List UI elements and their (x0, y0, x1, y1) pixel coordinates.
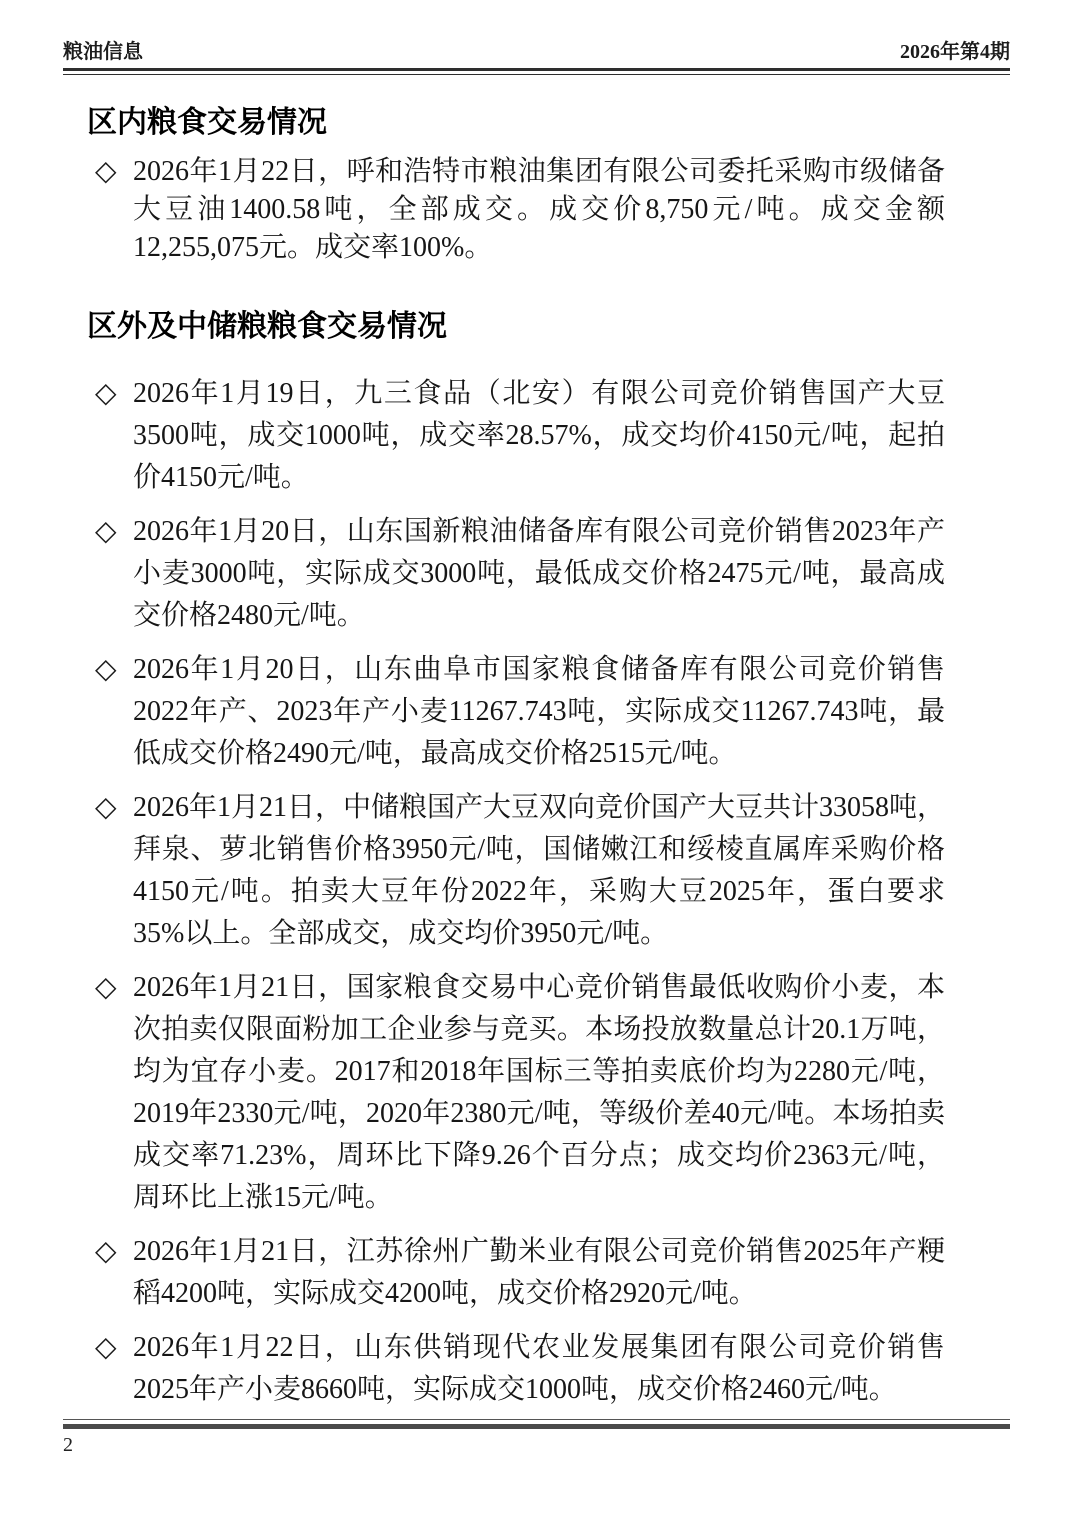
list-item (63, 967, 1010, 1219)
list-item-text: 2026年1月22日，呼和浩特市粮油集团有限公司委托采购市级储备大豆油1400.58吨，全部成交。成交价8,750元/吨。成交金额12,255,075元。成交率100%。 (133, 156, 945, 263)
footer-rule (63, 1419, 1010, 1429)
list-item (63, 1231, 1010, 1315)
list-item (63, 787, 1010, 955)
list-item-text: 2026年1月20日，山东国新粮油储备库有限公司竞价销售2023年产小麦3000吨，实际成交3000吨，最低成交价格2475元/吨，最高成交价格2480元/吨。 (133, 516, 945, 631)
list-item-text: 2026年1月19日，九三食品（北安）有限公司竞价销售国产大豆3500吨，成交1000吨，成交率28.57%，成交均价4150元/吨，起拍价4150元/吨。 (133, 378, 945, 493)
page-header (63, 40, 1010, 64)
section-region-external (63, 373, 1010, 1411)
diamond-bullet-icon: ◇ (95, 378, 117, 409)
list-item (63, 1327, 1010, 1411)
list-item-text: 2026年1月20日，山东曲阜市国家粮食储备库有限公司竞价销售2022年产、2023年产小麦11267.743吨，实际成交11267.743吨，最低成交价格2490元/吨，最高成交价格2515元/吨。 (133, 654, 945, 769)
list-item (63, 153, 1010, 267)
diamond-bullet-icon: ◇ (95, 1236, 117, 1267)
section-heading-region-external: 区外及中储粮粮食交易情况 (87, 310, 447, 343)
list-item-text: 2026年1月21日，中储粮国产大豆双向竞价国产大豆共计33058吨，拜泉、萝北销售价格3950元/吨，国储嫩江和绥棱直属库采购价格4150元/吨。拍卖大豆年份2022年，采购大豆2025年，蛋白要求35%以上。全部成交，成交均价3950元/吨。 (133, 792, 946, 949)
diamond-bullet-icon: ◇ (95, 972, 117, 1003)
list-item-text: 2026年1月22日，山东供销现代农业发展集团有限公司竞价销售2025年产小麦8660吨，实际成交1000吨，成交价格2460元/吨。 (133, 1332, 945, 1405)
list-item-text: 2026年1月21日，江苏徐州广勤米业有限公司竞价销售2025年产粳稻4200吨，实际成交4200吨，成交价格2920元/吨。 (133, 1236, 945, 1309)
header-publication-title: 粮油信息 (63, 41, 143, 63)
page-number: 2 (63, 1434, 73, 1456)
section-region-internal (63, 153, 1010, 267)
header-rule (63, 68, 1010, 75)
list-item (63, 373, 1010, 499)
diamond-bullet-icon: ◇ (95, 156, 117, 187)
diamond-bullet-icon: ◇ (95, 654, 117, 685)
diamond-bullet-icon: ◇ (95, 792, 117, 823)
header-issue-number: 2026年第4期 (900, 41, 1010, 63)
list-item (63, 511, 1010, 637)
list-item-text: 2026年1月21日，国家粮食交易中心竞价销售最低收购价小麦，本次拍卖仅限面粉加工企业参与竞买。本场投放数量总计20.1万吨，均为宜存小麦。2017和2018年国标三等拍卖底价均为2280元/吨，2019年2330元/吨，2020年2380元/吨，等级价差40元/吨。本场拍卖成交率71.23%，周环比下降9.26个百分点；成交均价2363元/吨，周环比上涨15元/吨。 (133, 972, 945, 1213)
diamond-bullet-icon: ◇ (95, 516, 117, 547)
page-footer (63, 1419, 1010, 1457)
section-heading-region-internal: 区内粮食交易情况 (87, 106, 327, 139)
diamond-bullet-icon: ◇ (95, 1332, 117, 1363)
list-item (63, 649, 1010, 775)
